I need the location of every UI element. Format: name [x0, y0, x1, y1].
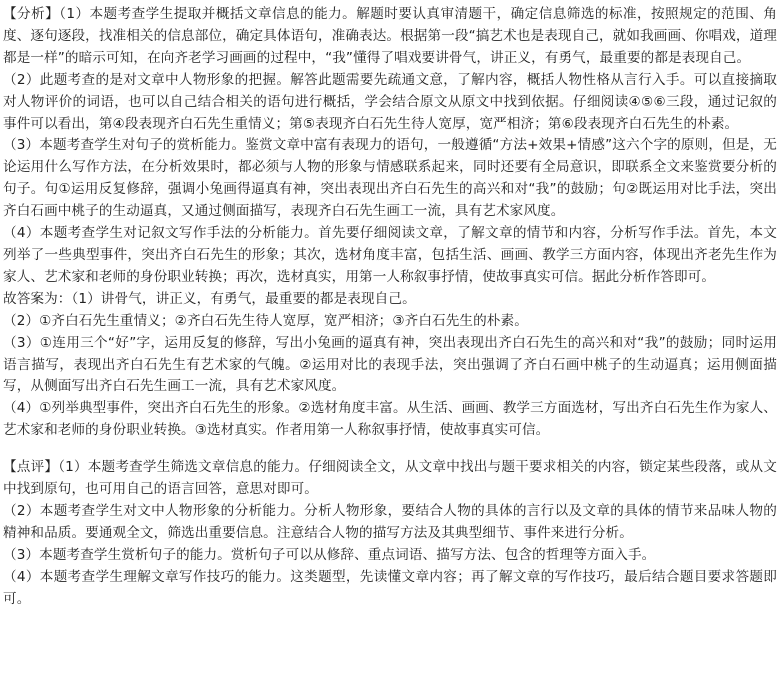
comment-paragraph-3: （3）本题考查学生赏析句子的能力。赏析句子可以从修辞、重点词语、描写方法、包含的哲理等方面入手。	[3, 546, 656, 563]
answer-paragraph-2: （2）①齐白石先生重情义；②齐白石先生待人宽厚，宽严相济；③齐白石先生的朴素。	[3, 312, 528, 329]
comment-paragraph-4: （4）本题考查学生理解文章写作技巧的能力。这类题型，先读懂文章内容；再了解文章的写作技巧，最后结合题目要求答题即可。	[3, 568, 777, 607]
analysis-paragraph-4: （4）本题考查学生对记叙文写作手法的分析能力。首先要仔细阅读文章，了解文章的情节和内容，分析写作手法。首先，本文列举了一些典型事件，突出齐白石先生的形象；其次，选材角度丰富，包括生活、画画、教学三方面内容，体现出齐老先生作为家人、艺术家和老师的身份职业转换；再次，选材真实，用第一人称叙事抒情，使故事真实可信。据此分析作答即可。	[3, 225, 777, 285]
analysis-paragraph-3: （3）本题考查学生对句子的赏析能力。鉴赏文章中富有表现力的语句，一般遵循“方法+效果+情感”这六个字的原则，但是，无论运用什么写作方法，在分析效果时，都必须与人物的形象与情感联系起来，同时还要有全局意识，即联系全文来鉴赏要分析的句子。句①运用反复修辞，强调小兔画得逼真有神，突出表现出齐白石先生的高兴和对“我”的鼓励；句②既运用对比手法，突出齐白石画中桃子的生动逼真，又通过侧面描写，表现齐白石先生画工一流，具有艺术家风度。	[3, 137, 777, 220]
answer-section	[3, 289, 777, 442]
comment-paragraph-1: 【点评】（1）本题考查学生筛选文章信息的能力。仔细阅读全文，从文章中找出与题干要求相关的内容，锁定某些段落，或从文中找到原句，也可用自己的语言回答，意思对即可。	[3, 459, 777, 498]
answer-paragraph-1: 故答案为：（1）讲骨气，讲正义，有勇气，最重要的都是表现自己。	[3, 290, 416, 307]
answer-paragraph-4: （4）①列举典型事件，突出齐白石先生的形象。②选材角度丰富。从生活、画画、教学三方面选材，写出齐白石先生作为家人、艺术家和老师的身份职业转换。③选材真实。作者用第一人称叙事抒情，使故事真实可信。	[3, 400, 777, 439]
section-spacer	[3, 442, 777, 457]
comment-paragraph-2: （2）本题考查学生对文中人物形象的分析能力。分析人物形象，要结合人物的具体的言行以及文章的具体的情节来品味人物的精神和品质。要通观全文，筛选出重要信息。注意结合人物的描写方法及其典型细节、事件来进行分析。	[3, 502, 777, 541]
analysis-paragraph-1: 【分析】（1）本题考查学生提取并概括文章信息的能力。解题时要认真审清题干，确定信息筛选的标准，按照规定的范围、角度、逐句逐段，找准相关的信息部位，确定具体语句，准确表达。根据第一段“搞艺术也是表现自己，就如我画画、你唱戏，道理都是一样”的暗示可知，在向齐老学习画画的过程中，“我”懂得了唱戏要讲骨气，讲正义，有勇气，最重要的都是表现自己。	[3, 6, 777, 66]
comment-section	[3, 457, 777, 610]
analysis-paragraph-2: （2）此题考查的是对文章中人物形象的把握。解答此题需要先疏通文意，了解内容，概括人物性格从言行入手。可以直接摘取对人物评价的词语，也可以自己结合相关的语句进行概括，学会结合原文从原文中找到依据。仔细阅读④⑤⑥三段，通过记叙的事件可以看出，第④段表现齐白石先生重情义；第⑤表现齐白石先生待人宽厚，宽严相济；第⑥段表现齐白石先生的朴素。	[3, 71, 777, 132]
analysis-section	[3, 4, 777, 289]
answer-paragraph-3: （3）①连用三个“好”字，运用反复的修辞，写出小兔画的逼真有神，突出表现出齐白石先生的高兴和对“我”的鼓励；同时运用语言描写，表现出齐白石先生有艺术家的气魄。②运用对比的表现手法，突出强调了齐白石画中桃子的生动逼真；运用侧面描写，从侧面写出齐白石先生画工一流，具有艺术家风度。	[3, 334, 777, 395]
solution-document	[3, 4, 777, 610]
